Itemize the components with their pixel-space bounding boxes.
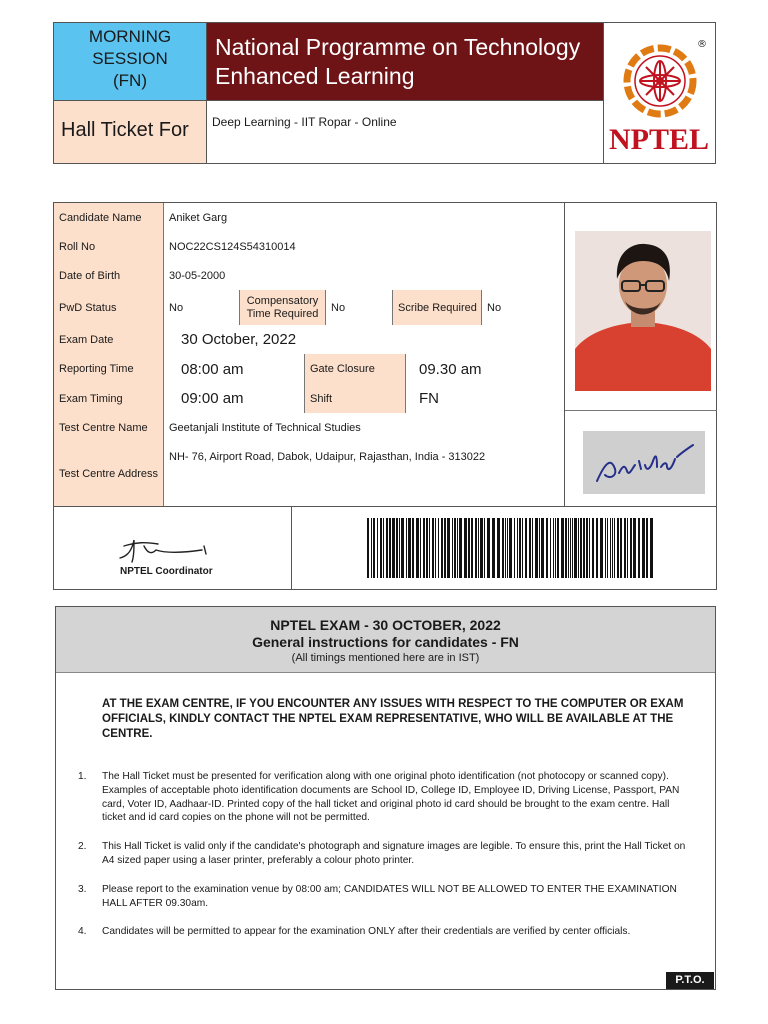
instruction-number: 2. bbox=[78, 841, 87, 853]
barcode-bar bbox=[475, 518, 477, 578]
roll-no-value: NOC22CS124S54310014 bbox=[164, 232, 564, 261]
pwd-value: No bbox=[164, 290, 240, 325]
reporting-time-value: 08:00 am bbox=[164, 354, 305, 384]
barcode-bar bbox=[447, 518, 450, 578]
barcode-bar bbox=[638, 518, 640, 578]
barcode-bar bbox=[420, 518, 421, 578]
barcode-bar bbox=[557, 518, 559, 578]
candidate-photo-image bbox=[575, 231, 711, 391]
barcode-bar bbox=[505, 518, 506, 578]
reporting-time-label: Reporting Time bbox=[54, 354, 164, 384]
exam-date-label: Exam Date bbox=[54, 325, 164, 354]
barcode-bar bbox=[605, 518, 606, 578]
hall-ticket-header bbox=[53, 22, 716, 164]
barcode-bar bbox=[572, 518, 573, 578]
barcode-bar bbox=[423, 518, 425, 578]
course-name: Deep Learning - IIT Ropar - Online bbox=[212, 115, 397, 129]
barcode-bar bbox=[392, 518, 395, 578]
gate-closure-label: Gate Closure bbox=[305, 354, 406, 384]
barcode-bar bbox=[627, 518, 628, 578]
hall-ticket-label: Hall Ticket For bbox=[54, 101, 207, 163]
barcode-bar bbox=[519, 518, 521, 578]
session-line-3: (FN) bbox=[113, 71, 147, 90]
barcode-bar bbox=[624, 518, 626, 578]
candidate-name-value: Aniket Garg bbox=[164, 203, 564, 232]
barcode-bar bbox=[373, 518, 375, 578]
barcode-bar bbox=[484, 518, 485, 578]
barcode-bar bbox=[457, 518, 458, 578]
coordinator-signature-image bbox=[114, 532, 214, 566]
barcode-bar bbox=[546, 518, 548, 578]
barcode-bar bbox=[620, 518, 622, 578]
photo-signature-panel bbox=[564, 203, 716, 506]
dob-value: 30-05-2000 bbox=[164, 261, 564, 290]
instruction-number: 4. bbox=[78, 926, 87, 938]
barcode-bar bbox=[532, 518, 533, 578]
instruction-item bbox=[78, 840, 694, 868]
barcode-bar bbox=[580, 518, 582, 578]
barcode-bar bbox=[589, 518, 590, 578]
barcode-bar bbox=[578, 518, 579, 578]
nptel-emblem-icon bbox=[604, 23, 715, 163]
barcode-bar bbox=[452, 518, 453, 578]
barcode-bar bbox=[535, 518, 538, 578]
barcode-bar bbox=[480, 518, 483, 578]
scribe-required-label: Scribe Required bbox=[393, 290, 482, 325]
barcode-bar bbox=[389, 518, 391, 578]
coordinator-separator bbox=[291, 506, 292, 589]
shift-value: FN bbox=[406, 384, 564, 413]
barcode-bar bbox=[642, 518, 645, 578]
barcode-bar bbox=[541, 518, 544, 578]
barcode-bar bbox=[630, 518, 632, 578]
nptel-logo-text: NPTEL bbox=[608, 123, 710, 156]
row-exam-date bbox=[54, 325, 564, 355]
dob-label: Date of Birth bbox=[54, 261, 164, 290]
test-centre-address-value: NH- 76, Airport Road, Dabok, Udaipur, Rajasthan, India - 313022 bbox=[164, 442, 564, 506]
barcode-bar bbox=[570, 518, 571, 578]
barcode-bar bbox=[444, 518, 446, 578]
candidate-signature bbox=[583, 431, 705, 494]
nptel-logo bbox=[603, 23, 715, 163]
row-pwd bbox=[54, 290, 564, 326]
barcode-bar bbox=[550, 518, 551, 578]
instruction-number: 3. bbox=[78, 883, 87, 895]
barcode-bar bbox=[568, 518, 569, 578]
pwd-label: PwD Status bbox=[54, 290, 164, 325]
barcode-bar bbox=[377, 518, 378, 578]
candidate-name-label: Candidate Name bbox=[54, 203, 164, 232]
instructions-title: NPTEL EXAM - 30 OCTOBER, 2022 bbox=[270, 617, 501, 633]
barcode-bar bbox=[492, 518, 495, 578]
session-line-1: MORNING bbox=[88, 27, 172, 46]
roll-no-label: Roll No bbox=[54, 232, 164, 261]
barcode-bar bbox=[371, 518, 372, 578]
instructions-alert: AT THE EXAM CENTRE, IF YOU ENCOUNTER ANY ISSUES WITH RESPECT TO THE COMPUTER OR EXAM OFFICIALS, KINDLY CONTACT THE NPTEL EXAM REPRESENTATIVE, WHO WILL BE AVAILABLE AT THE CENTRE. bbox=[102, 698, 684, 740]
barcode-bar bbox=[416, 518, 419, 578]
barcode-bar bbox=[435, 518, 436, 578]
barcode-bar bbox=[426, 518, 428, 578]
barcode-bar bbox=[471, 518, 473, 578]
row-test-centre bbox=[54, 413, 564, 443]
barcode-bar bbox=[612, 518, 613, 578]
barcode-bar bbox=[412, 518, 414, 578]
barcode-image bbox=[367, 518, 657, 578]
instructions-section bbox=[55, 606, 716, 990]
session-line-2: SESSION bbox=[92, 49, 168, 68]
barcode-bar bbox=[517, 518, 518, 578]
instruction-number: 1. bbox=[78, 771, 87, 782]
barcode-bar bbox=[383, 518, 384, 578]
instruction-item bbox=[78, 770, 694, 825]
barcode-bar bbox=[574, 518, 577, 578]
barcode-bar bbox=[514, 518, 515, 578]
row-test-centre-address bbox=[54, 442, 564, 506]
coordinator-barcode-section bbox=[53, 506, 717, 590]
barcode-bar bbox=[386, 518, 388, 578]
barcode-bar bbox=[565, 518, 567, 578]
org-name-line-1: National Programme on Technology bbox=[215, 34, 581, 60]
candidate-photo bbox=[575, 231, 711, 391]
barcode-bar bbox=[380, 518, 382, 578]
exam-date-value: 30 October, 2022 bbox=[164, 325, 564, 354]
barcode-bar bbox=[502, 518, 504, 578]
barcode-bar bbox=[367, 518, 369, 578]
barcode-bar bbox=[522, 518, 523, 578]
instruction-text: Candidates will be permitted to appear for the examination ONLY after their credentials are verified by center officials. bbox=[102, 926, 631, 938]
svg-text:®: ® bbox=[697, 39, 707, 50]
barcode-bar bbox=[438, 518, 439, 578]
candidate-details-table bbox=[53, 202, 717, 507]
barcode-bar bbox=[507, 518, 508, 578]
barcode-bar bbox=[607, 518, 608, 578]
barcode-bar bbox=[478, 518, 479, 578]
scribe-required-value: No bbox=[482, 290, 564, 325]
barcode-bar bbox=[539, 518, 540, 578]
instructions-header bbox=[56, 607, 715, 673]
barcode-bar bbox=[497, 518, 500, 578]
instruction-item bbox=[78, 925, 694, 939]
instructions-subtitle: General instructions for candidates - FN bbox=[252, 634, 519, 650]
test-centre-name-label: Test Centre Name bbox=[54, 413, 164, 442]
instruction-item bbox=[78, 883, 694, 911]
session-badge bbox=[54, 23, 207, 101]
barcode-bar bbox=[600, 518, 603, 578]
barcode-bar bbox=[614, 518, 615, 578]
instruction-text: This Hall Ticket is valid only if the candidate's photograph and signature images are legible. To ensure this, print the Hall Ticket on A4 sized paper using a laser printer, preferably a colour photo printer. bbox=[102, 841, 686, 866]
row-exam-timing bbox=[54, 384, 564, 414]
barcode-bar bbox=[408, 518, 411, 578]
gate-closure-value: 09.30 am bbox=[406, 354, 564, 384]
barcode-bar bbox=[509, 518, 512, 578]
signature-image bbox=[583, 431, 705, 494]
row-reporting-time bbox=[54, 354, 564, 385]
barcode-bar bbox=[553, 518, 554, 578]
exam-timing-value: 09:00 am bbox=[164, 384, 305, 413]
barcode-bar bbox=[555, 518, 556, 578]
shift-label: Shift bbox=[305, 384, 406, 413]
barcode-bar bbox=[646, 518, 648, 578]
barcode-bar bbox=[401, 518, 404, 578]
barcode-bar bbox=[399, 518, 400, 578]
barcode-bar bbox=[650, 518, 653, 578]
barcode-bar bbox=[441, 518, 443, 578]
organization-banner bbox=[207, 23, 603, 101]
org-name-line-2: Enhanced Learning bbox=[215, 63, 415, 89]
barcode-bar bbox=[468, 518, 470, 578]
barcode-bar bbox=[596, 518, 598, 578]
barcode-bar bbox=[487, 518, 490, 578]
instruction-text: Please report to the examination venue by 08:00 am; CANDIDATES WILL NOT BE ALLOWED TO ENTER THE EXAMINATION HALL AFTER 09.30am. bbox=[102, 883, 677, 909]
instruction-text: The Hall Ticket must be presented for verification along with one original photo identification (not photocopy or scanned copy). Examples of acceptable photo identification documents are School ID, College ID, Employee ID, Driving License, Passport, PAN card, Voter ID, Aadhaar-ID. Printed copy of the hall ticket and original photo id card should be brought to the exam centre. Hall ticket and id card copies on the phone will not be permitted. bbox=[102, 771, 680, 824]
row-candidate-name bbox=[54, 203, 564, 233]
barcode-bar bbox=[525, 518, 527, 578]
row-roll-no bbox=[54, 232, 564, 262]
barcode-bar bbox=[459, 518, 462, 578]
barcode-bar bbox=[586, 518, 588, 578]
test-centre-name-value: Geetanjali Institute of Technical Studies bbox=[164, 413, 564, 442]
barcode-bar bbox=[610, 518, 611, 578]
test-centre-address-label: Test Centre Address bbox=[54, 442, 164, 506]
compensatory-time-label: Compensatory Time Required bbox=[240, 290, 326, 325]
barcode-bar bbox=[406, 518, 407, 578]
photo-signature-divider bbox=[565, 410, 717, 411]
barcode-bar bbox=[396, 518, 398, 578]
instructions-note: (All timings mentioned here are in IST) bbox=[291, 652, 480, 664]
exam-timing-label: Exam Timing bbox=[54, 384, 164, 413]
pto-badge: P.T.O. bbox=[666, 972, 714, 989]
barcode-bar bbox=[633, 518, 636, 578]
barcode-bar bbox=[432, 518, 434, 578]
barcode-bar bbox=[583, 518, 585, 578]
coordinator-label: NPTEL Coordinator bbox=[120, 566, 213, 577]
barcode-bar bbox=[454, 518, 456, 578]
barcode-bar bbox=[464, 518, 467, 578]
row-dob bbox=[54, 261, 564, 291]
barcode-bar bbox=[561, 518, 564, 578]
barcode-bar bbox=[592, 518, 594, 578]
barcode-bar bbox=[429, 518, 430, 578]
barcode-bar bbox=[617, 518, 619, 578]
instructions-list bbox=[78, 770, 694, 939]
compensatory-time-value: No bbox=[326, 290, 393, 325]
barcode-bar bbox=[529, 518, 531, 578]
